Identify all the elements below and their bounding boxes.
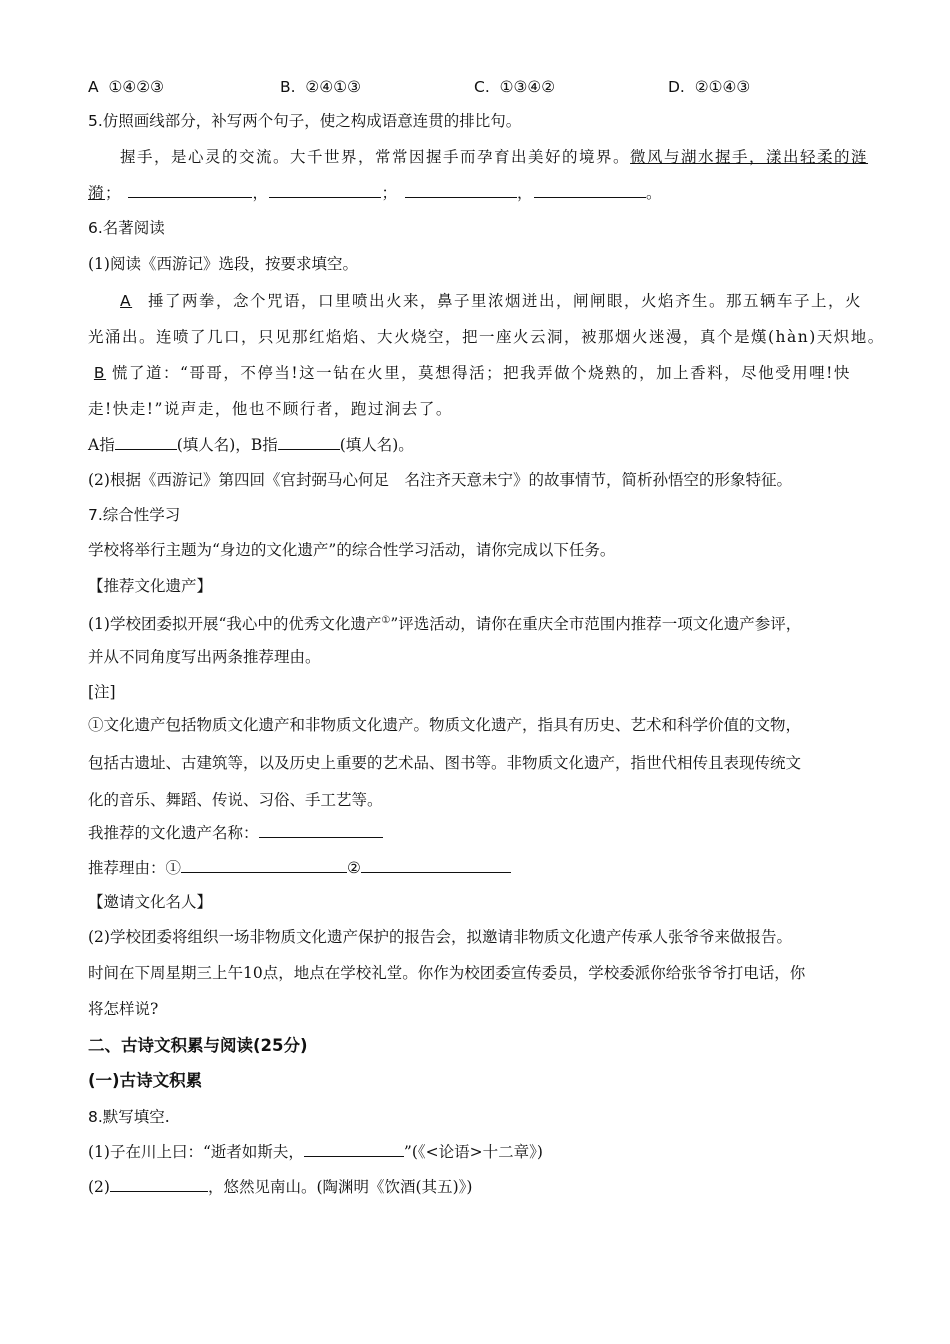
option-a — [88, 76, 164, 98]
answer-blank[interactable] — [361, 858, 511, 873]
q5-prompt — [88, 110, 521, 132]
option-label: D. — [668, 78, 685, 96]
q6-title — [88, 217, 165, 239]
question-text: 综合性学习 — [102, 506, 181, 524]
q7-note-line1: ①文化遗产包括物质文化遗产和非物质文化遗产。物质文化遗产，指具有历史、艺术和科学价值的文物， — [88, 716, 802, 734]
underlined-sentence-end: 漪 — [88, 184, 106, 202]
q7-note-line3: 化的音乐、舞蹈、传说、习俗、手工艺等。 — [88, 791, 383, 809]
q7-section1: 【推荐文化遗产】 — [88, 577, 213, 595]
option-d — [668, 76, 750, 98]
q7-intro: 学校将举行主题为“身边的文化遗产”的综合性学习活动，请你完成以下任务。 — [88, 541, 616, 559]
q7-recommend-name: 我推荐的文化遗产名称： — [88, 822, 383, 844]
question-number: 6. — [88, 219, 103, 237]
answer-blank-a[interactable] — [115, 435, 177, 450]
q7-task2-line1: (2)学校团委将组织一场非物质文化遗产保护的报告会，拟邀请非物质文化遗产传承人张爷爷来做报告。 — [88, 928, 792, 946]
q6-sub2: (2)根据《西游记》第四回《官封弼马心何足 名注齐天意未宁》的故事情节，简析孙悟空的形象特征。 — [88, 471, 792, 489]
answer-blank[interactable] — [304, 1142, 404, 1157]
q8-item1: (1)子在川上曰：“逝者如斯夫， ”(《<论语>十二章》) — [88, 1143, 543, 1161]
option-label: C. — [474, 78, 490, 96]
option-text: ②①④③ — [694, 78, 751, 96]
footnote-marker: ① — [381, 615, 391, 626]
answer-blank[interactable] — [128, 183, 252, 198]
q8-title — [88, 1106, 170, 1128]
q5-paragraph-line2: 漪； ， ； ， 。 — [88, 184, 663, 202]
question-number: 7. — [88, 506, 103, 524]
option-c — [474, 76, 555, 98]
q7-task2-line2: 时间在下周星期三上午10点，地点在学校礼堂。你作为校团委宣传委员，学校委派你给张爷爷打电话，你 — [88, 964, 806, 982]
q7-section2: 【邀请文化名人】 — [88, 893, 213, 911]
q7-title — [88, 504, 180, 526]
option-text: ①④②③ — [108, 78, 165, 96]
option-label: A — [88, 78, 99, 96]
q8-item2: (2) ，悠然见南山。(陶渊明《饮酒(其五)》) — [88, 1178, 473, 1196]
q7-recommend-reason: 推荐理由：① ② — [88, 857, 511, 879]
question-text: 名著阅读 — [102, 219, 165, 237]
q6-excerpt-line2: 光涌出。连喷了几口，只见那红焰焰、大火烧空，把一座火云洞，被那烟火迷漫，真个是熯(hàn)天炽地。 — [88, 328, 885, 346]
q6-fill-line: A指 (填人名)，B指 (填人名)。 — [88, 436, 414, 454]
underlined-sentence: 微风与湖水握手，漾出轻柔的涟 — [630, 148, 869, 166]
option-b — [280, 76, 361, 98]
answer-blank[interactable] — [110, 1177, 208, 1192]
q7-task1-line1: (1)学校团委拟开展“我心中的优秀文化遗产①”评选活动，请你在重庆全市范围内推荐一项文化遗产参评， — [88, 615, 802, 634]
part2-subheading: (一)古诗文积累 — [88, 1071, 203, 1090]
paragraph-text: 握手，是心灵的交流。大千世界，常常因握手而孕育出美好的境界。 — [120, 148, 631, 166]
option-text: ①③④② — [499, 78, 556, 96]
answer-blank[interactable] — [405, 183, 517, 198]
q6-excerpt-line1: A 捶了两拳，念个咒语，口里喷出火来，鼻子里浓烟迸出，闸闸眼，火焰齐生。那五辆车子上，火 — [120, 292, 863, 310]
q7-task1-line2: 并从不同角度写出两条推荐理由。 — [88, 648, 321, 666]
q6-excerpt-line3: B 慌了道：“哥哥，不停当!这一钻在火里，莫想得活；把我弄做个烧熟的，加上香料，尽他受用哩!快 — [88, 362, 851, 384]
q6-excerpt-line4: 走!快走!”说声走，他也不顾行者，跑过涧去了。 — [88, 400, 453, 418]
answer-blank[interactable] — [269, 183, 381, 198]
q6-sub1: (1)阅读《西游记》选段，按要求填空。 — [88, 255, 358, 273]
marker-a: A — [120, 292, 133, 310]
question-text: 仿照画线部分，补写两个句子，使之构成语意连贯的排比句。 — [102, 112, 522, 130]
q7-note-label: [注] — [88, 683, 116, 701]
answer-blank[interactable] — [181, 858, 347, 873]
option-text: ②④①③ — [305, 78, 362, 96]
question-number: 5. — [88, 112, 103, 130]
part2-heading: 二、古诗文积累与阅读(25分) — [88, 1036, 308, 1055]
q7-note-line2: 包括古遗址、古建筑等，以及历史上重要的艺术品、图书等。非物质文化遗产，指世代相传且表现传统文 — [88, 754, 802, 772]
answer-blank-b[interactable] — [278, 435, 340, 450]
q5-paragraph-line1 — [120, 146, 868, 168]
question-text: 默写填空. — [102, 1108, 170, 1126]
answer-blank[interactable] — [259, 823, 383, 838]
question-number: 8. — [88, 1108, 103, 1126]
marker-b: B — [93, 364, 107, 382]
answer-blank[interactable] — [534, 183, 646, 198]
option-label: B. — [280, 78, 296, 96]
q7-task2-line3: 将怎样说? — [88, 1000, 159, 1018]
